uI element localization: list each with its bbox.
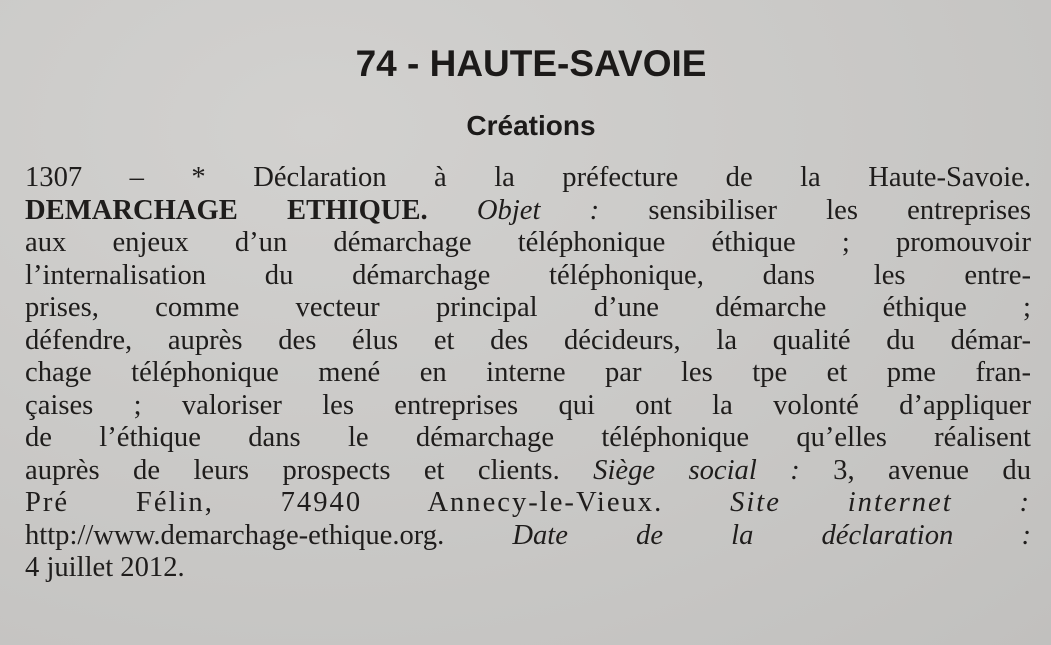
- entry-line: [25, 390, 1031, 423]
- entry-text: [428, 195, 477, 226]
- field-label-objet: Objet :: [476, 194, 600, 226]
- entry-line: [25, 227, 1031, 260]
- field-label-site-internet: Site internet :: [730, 487, 1031, 518]
- entry-line: [25, 195, 1031, 228]
- entry-text: chage téléphonique mené en interne par les tpe et pme fran-: [25, 357, 1031, 388]
- department-heading: 74 - HAUTE-SAVOIE: [355, 43, 707, 84]
- entry-text: prises, comme vecteur principal d’une démarche éthique ;: [25, 292, 1031, 323]
- entry-text: de l’éthique dans le démarchage téléphonique qu’elles réalisent: [25, 422, 1031, 453]
- section-heading: Créations: [466, 110, 596, 141]
- entry-line: [25, 260, 1031, 293]
- association-name: DEMARCHAGE ETHIQUE.: [25, 194, 428, 226]
- field-label-siege-social: Siège social :: [593, 454, 800, 486]
- entry-text: 3, avenue du: [799, 454, 1031, 486]
- entry-text: l’internalisation du démarchage téléphonique, dans les entre-: [25, 259, 1031, 291]
- entry-line: [25, 422, 1031, 455]
- website-url: http://www.demarchage-ethique.org.: [25, 519, 513, 551]
- entry-text: çaises ; valoriser les entreprises qui ont la volonté d’appliquer: [25, 389, 1031, 421]
- field-label-date-declaration: Date de la déclaration :: [512, 519, 1031, 551]
- entry-text: aux enjeux d’un démarchage téléphonique éthique ; promouvoir: [25, 227, 1031, 258]
- entry-line: [25, 552, 1031, 585]
- entry-line: [25, 292, 1031, 325]
- entry-text: Pré Félin, 74940 Annecy-le-Vieux.: [25, 487, 731, 518]
- entry-text: défendre, auprès des élus et des décideurs, la qualité du démar-: [25, 324, 1031, 356]
- entry-line: [25, 520, 1031, 553]
- entry-text: 1307 – * Déclaration à la préfecture de la Haute-Savoie.: [25, 162, 1031, 193]
- entry-line: [25, 162, 1031, 195]
- declaration-date: 4 juillet 2012.: [25, 552, 185, 583]
- entry-text: auprès de leurs prospects et clients.: [25, 454, 594, 486]
- entry-text: sensibiliser les entreprises: [599, 194, 1031, 226]
- entry-line: [25, 325, 1031, 358]
- entry-line: [25, 455, 1031, 488]
- entry-line: [25, 357, 1031, 390]
- entry-line: [25, 487, 1031, 520]
- association-entry: [25, 162, 1031, 585]
